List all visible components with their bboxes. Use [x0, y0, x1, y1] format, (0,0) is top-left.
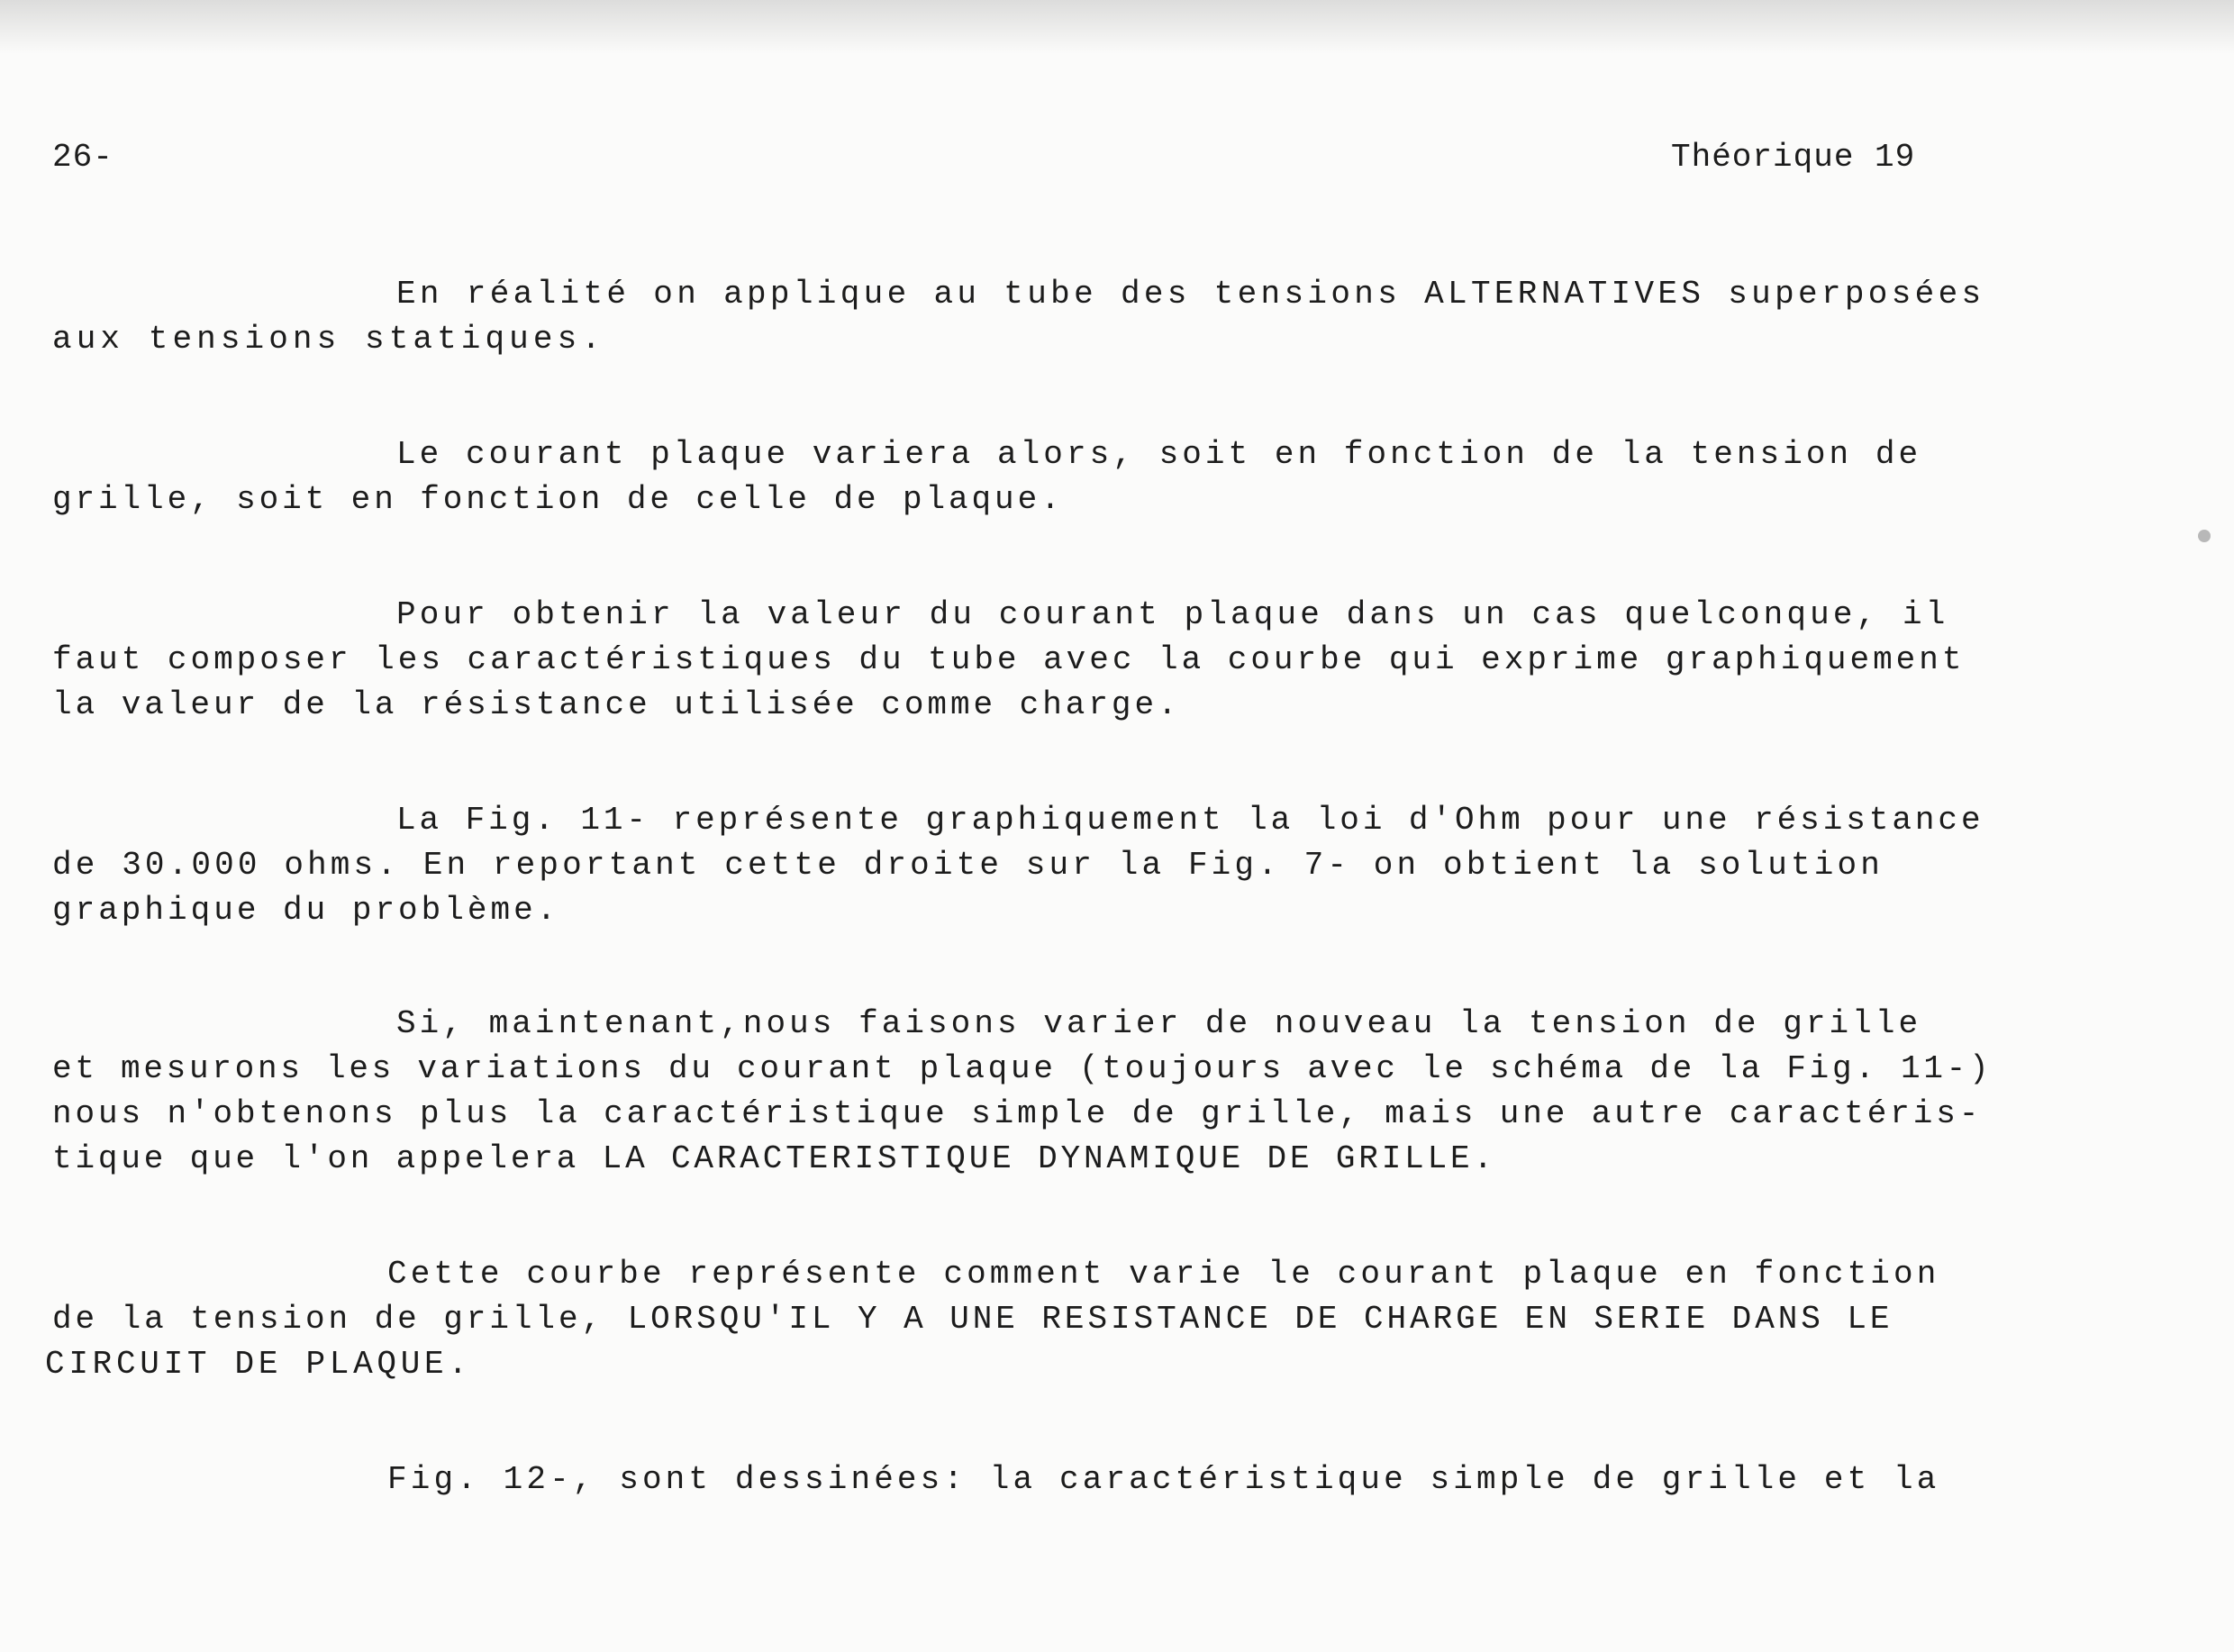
paragraph-3-line-1: Pour obtenir la valeur du courant plaque dans un cas quelconque, il [396, 596, 1949, 633]
paragraph-4-line-3: graphique du problème. [52, 892, 560, 929]
section-header: Théorique 19 [1671, 139, 1916, 176]
paragraph-6-line-1: Cette courbe représente comment varie le courant plaque en fonction [387, 1256, 1940, 1293]
paragraph-5-line-1: Si, maintenant,nous faisons varier de nouveau la tension de grille [396, 1005, 1922, 1042]
paragraph-5-line-3: nous n'obtenons plus la caractéristique simple de grille, mais une autre caractéris- [52, 1095, 1983, 1132]
paragraph-3-line-3: la valeur de la résistance utilisée comme charge. [52, 686, 1181, 723]
paragraph-7-line-1: Fig. 12-, sont dessinées: la caractéristique simple de grille et la [387, 1461, 1940, 1498]
paragraph-1-line-1: En réalité on applique au tube des tensions ALTERNATIVES superposées [396, 276, 1985, 313]
paragraph-6-line-2: de la tension de grille, LORSQU'IL Y A UNE RESISTANCE DE CHARGE EN SERIE DANS LE [52, 1301, 1893, 1338]
paragraph-6-line-3: CIRCUIT DE PLAQUE. [45, 1346, 472, 1383]
paragraph-4-line-2: de 30.000 ohms. En reportant cette droite sur la Fig. 7- on obtient la solution [52, 847, 1884, 884]
scan-edge-shadow [0, 0, 2234, 54]
paragraph-5-line-4: tique que l'on appelera LA CARACTERISTIQUE DYNAMIQUE DE GRILLE. [52, 1140, 1496, 1177]
scan-ink-blot [2198, 530, 2211, 542]
paragraph-4-line-1: La Fig. 11- représente graphiquement la loi d'Ohm pour une résistance [396, 802, 1984, 839]
paragraph-2-line-1: Le courant plaque variera alors, soit en fonction de la tension de [396, 436, 1922, 473]
page-number: 26- [52, 139, 114, 176]
paragraph-2-line-2: grille, soit en fonction de celle de plaque. [52, 481, 1064, 518]
paragraph-1-line-2: aux tensions statiques. [52, 321, 605, 358]
paragraph-3-line-2: faut composer les caractéristiques du tube avec la courbe qui exprime graphiquement [52, 641, 1966, 678]
paragraph-5-line-2: et mesurons les variations du courant plaque (toujours avec le schéma de la Fig. 11-) [52, 1050, 1993, 1087]
